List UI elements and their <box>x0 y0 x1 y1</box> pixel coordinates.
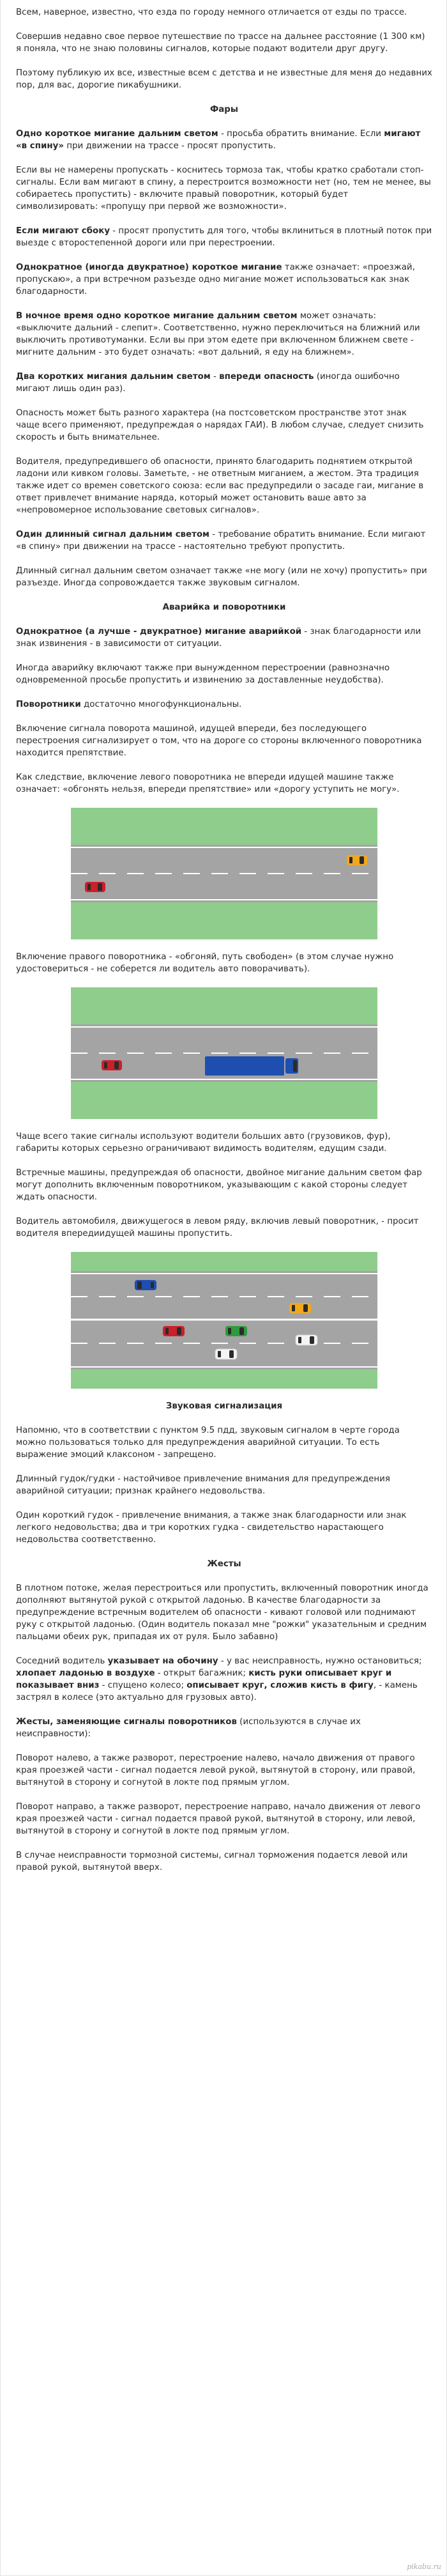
turns-paragraph: Чаще всего такие сигналы используют водители больших авто (грузовиков, фур), габариты которых серьезно ограничивают видимость водителям, едущим сзади. <box>16 1132 391 1153</box>
section-title-turns: Аварийка и поворотники <box>162 603 286 612</box>
bold-text: Однократное (иногда двукратное) короткое мигание <box>16 263 282 272</box>
text: может означать: «выключите дальний - слепит». Соответственно, нужно переключиться на ближний или выключить противотуманки. Если вы при этом едете при включенном ближнем свете - мигните дальним - это будет означать: «вот дальний, я еду на ближнем». <box>16 311 420 357</box>
gestures-paragraph: В случае неисправности тормозной системы, сигнал торможения подается левой или правой рукой, вытянутой вверх. <box>16 1851 408 1872</box>
headlights-paragraph <box>16 528 432 553</box>
text: - просьба обратить внимание. Если <box>218 129 384 139</box>
headlights-paragraph: Длинный сигнал дальним светом означает также «не могу (или не хочу) пропустить» при разъезде. Иногда сопровождается также звуковым сигналом. <box>16 566 427 588</box>
bold-text: кисть руки описывает круг и показывает вниз <box>16 1669 392 1690</box>
bold-text: В ночное время одно короткое мигание дальним светом <box>16 311 298 321</box>
headlights-paragraph <box>16 310 432 359</box>
intro-paragraph-3: Поэтому публикую их все, известные всем с детства и не известные для меня до недавних пор, для вас, дорогие пикабушники. <box>16 68 432 90</box>
turns-paragraph: Водитель автомобиля, движущегося в левом ряду, включив левый поворотник, - просит водителя впередиидущей машины пропустить. <box>16 1217 419 1238</box>
text: также означает: «проезжай, пропускаю», а при встречном разъезде одно мигание может использоваться как знак благодарности. <box>16 263 415 297</box>
text: - спущено колесо; <box>99 1681 187 1690</box>
headlights-paragraph <box>16 371 432 395</box>
bold-text: впереди опасность <box>219 372 314 382</box>
white-car <box>215 1349 237 1359</box>
gestures-paragraph: Поворот налево, а также разворот, перестроение налево, начало движения от правого края проезжей части - сигнал подается левой рукой, вытянутой в сторону, или правой, вытянутой в сторону и согнутой в локте под прямым углом. <box>16 1754 416 1787</box>
text: - знак благодарности или знак извинения - в зависимости от ситуации. <box>16 627 421 649</box>
turns-paragraph: Включение правого поворотника - «обгоняй, путь свободен» (в этом случае нужно удостовериться - не соберется ли водитель авто поворачивать). <box>16 952 394 974</box>
gestures-paragraph: В плотном потоке, желая перестроиться или пропустить, включенный поворотник иногда дополняют вытянутой рукой с открытой ладонью. В качестве благодарности за предупреждение встречным водителем об опасности - кивают головой или поднимают руку с открытой ладонью. (Один водитель показал мне "рожки" указательным и средним пальцами обеих рук, припадая их от руля. Было забавно) <box>16 1584 428 1642</box>
gestures-paragraph <box>16 1655 432 1704</box>
headlights-paragraph <box>16 225 432 249</box>
blue-car <box>135 1280 156 1290</box>
red-car <box>102 1060 122 1070</box>
red-car <box>163 1326 185 1336</box>
text: - просят пропустить для того, чтобы вклиниться в плотный поток при выезде с второстепенной дороги или при перестроении. <box>16 226 432 248</box>
section-title-gestures: Жесты <box>207 1559 241 1569</box>
bold-text: Одно короткое мигание дальним светом <box>16 129 218 139</box>
green-car <box>225 1326 247 1336</box>
yellow-car <box>289 1303 311 1313</box>
turns-paragraph: Включение сигнала поворота машиной, идущей впереди, без последующего перестроения сигнализирует о том, что на дороге со стороны включенного поворотника находится препятствие. <box>16 724 422 758</box>
intro-paragraph-1: Всем, наверное, известно, что езда по городу немного отличается от езды по трассе. <box>16 8 407 17</box>
text: , - камень застрял в колесе (это актуально для грузовых авто). <box>16 1681 418 1702</box>
turns-paragraph: Встречные машины, предупреждая об опасности, двойное мигание дальним светом фар могут дополнить включенным поворотником, указывающим с какой стороны следует ждать опасности. <box>16 1168 422 1202</box>
watermark: pikabu.ru <box>407 2563 441 2571</box>
red-car <box>85 882 105 892</box>
bold-text: Два коротких мигания дальним светом <box>16 372 211 382</box>
yellow-car <box>347 855 367 865</box>
bold-text: мигают «в спину» <box>16 129 421 151</box>
bold-text: Однократное (а лучше - двукратное) мигание аварийкой <box>16 627 302 636</box>
headlights-paragraph <box>16 128 432 152</box>
section-title-headlights: Фары <box>209 105 238 114</box>
gestures-paragraph: Поворот направо, а также разворот, перестроение направо, начало движения от левого края проезжей части - сигнал подается правой рукой, вытянутой в сторону, или левой, вытянутой в сторону и согнутой в локте под прямым углом. <box>16 1802 421 1836</box>
turns-paragraph: Иногда аварийку включают также при вынужденном перестроении (равнозначно одновременной просьбе пропустить и извинению за доставленные неудобства). <box>16 663 390 685</box>
text: - открыт багажник; <box>155 1669 249 1678</box>
headlights-paragraph: Водителя, предупредившего об опасности, принято благодарить поднятием открытой ладони или кивком головы. Заметьте, - не ответным миганием, а жестом. Эта традиция также идет со времен советского союза: если вас предупредили о засаде гаи, мигание в ответ привлечет внимание наряда, который может остановить ваше авто за «непровомерное использование световых сигналов». <box>16 457 424 515</box>
text: (иногда ошибочно мигают лишь один раз). <box>16 372 400 394</box>
headlights-paragraph <box>16 261 432 298</box>
text: - у вас неисправность, нужно остановиться; <box>218 1656 422 1666</box>
road-illustration-truck <box>71 987 377 1119</box>
section-title-sound: Звуковая сигнализация <box>165 1401 283 1411</box>
bold-text: указывает на обочину <box>107 1656 218 1666</box>
road-illustration-overtake <box>71 808 377 939</box>
sound-paragraph: Длинный гудок/гудки - настойчивое привлечение внимания для предупреждения аварийной ситуации; признак крайнего недовольства. <box>16 1474 390 1496</box>
bold-text: Если мигают сбоку <box>16 226 110 236</box>
text: Соседний водитель <box>16 1656 108 1666</box>
bold-text: описывает круг, сложив кисть в фигу <box>186 1681 374 1690</box>
turns-paragraph: Как следствие, включение левого поворотника не впереди идущей машине также означает: «обгонять нельзя, впереди препятствие» или «дорогу уступить не могу». <box>16 773 400 794</box>
sound-paragraph: Один короткий гудок - привлечение внимания, а также знак благодарности или знак легкого недовольства; два и три коротких гудка - свидетельство нарастающего недовольства соответственно. <box>16 1511 407 1545</box>
bold-text: хлопает ладонью в воздухе <box>16 1669 155 1678</box>
headlights-paragraph: Опасность может быть разного характера (на постсоветском пространстве этот знак чаще всего применяют, предупреждая о нарядах ГАИ). В любом случае, следует снизить скорость и быть внимательнее. <box>16 408 424 442</box>
turns-paragraph <box>16 626 432 650</box>
intro-paragraph-2: Совершив недавно свое первое путешествие по трассе на дальнее расстояние (1 300 км) я поняла, что не знаю половины сигналов, которые подают водители друг другу. <box>16 32 425 54</box>
bold-text: Поворотники <box>16 700 81 709</box>
gestures-paragraph <box>16 1716 432 1740</box>
text: достаточно многофункциональны. <box>80 700 242 709</box>
road-illustration-multilane <box>71 1252 377 1389</box>
text: - <box>210 372 220 382</box>
bold-text: Один длинный сигнал дальним светом <box>16 530 209 539</box>
text: - требование обратить внимание. Если мигают «в спину» при движении на трассе - настоятельно требуют пропустить. <box>16 530 426 551</box>
text: при движении на трассе - просят пропустить. <box>64 141 276 151</box>
sound-paragraph: Напомню, что в соответствии с пунктом 9.5 пдд, звуковым сигналом в черте города можно пользоваться только для предупреждения аварийной ситуации. То есть выражение эмоций клаксоном - запрещено. <box>16 1426 400 1460</box>
turns-paragraph <box>16 698 432 711</box>
bold-text: Жесты, заменяющие сигналы поворотников <box>16 1717 237 1727</box>
white-car <box>296 1335 317 1345</box>
headlights-paragraph: Если вы не намерены пропускать - коснитесь тормоза так, чтобы кратко сработали стоп-сигналы. Если вам мигают в спину, а перестроится возможности нет (но, тем не менее, вы собираетесь пропустить) - включите правый поворотник, который будет символизировать: «пропущу при первой же возможности». <box>16 166 431 212</box>
text: (используются в случае их неисправности): <box>16 1717 361 1739</box>
